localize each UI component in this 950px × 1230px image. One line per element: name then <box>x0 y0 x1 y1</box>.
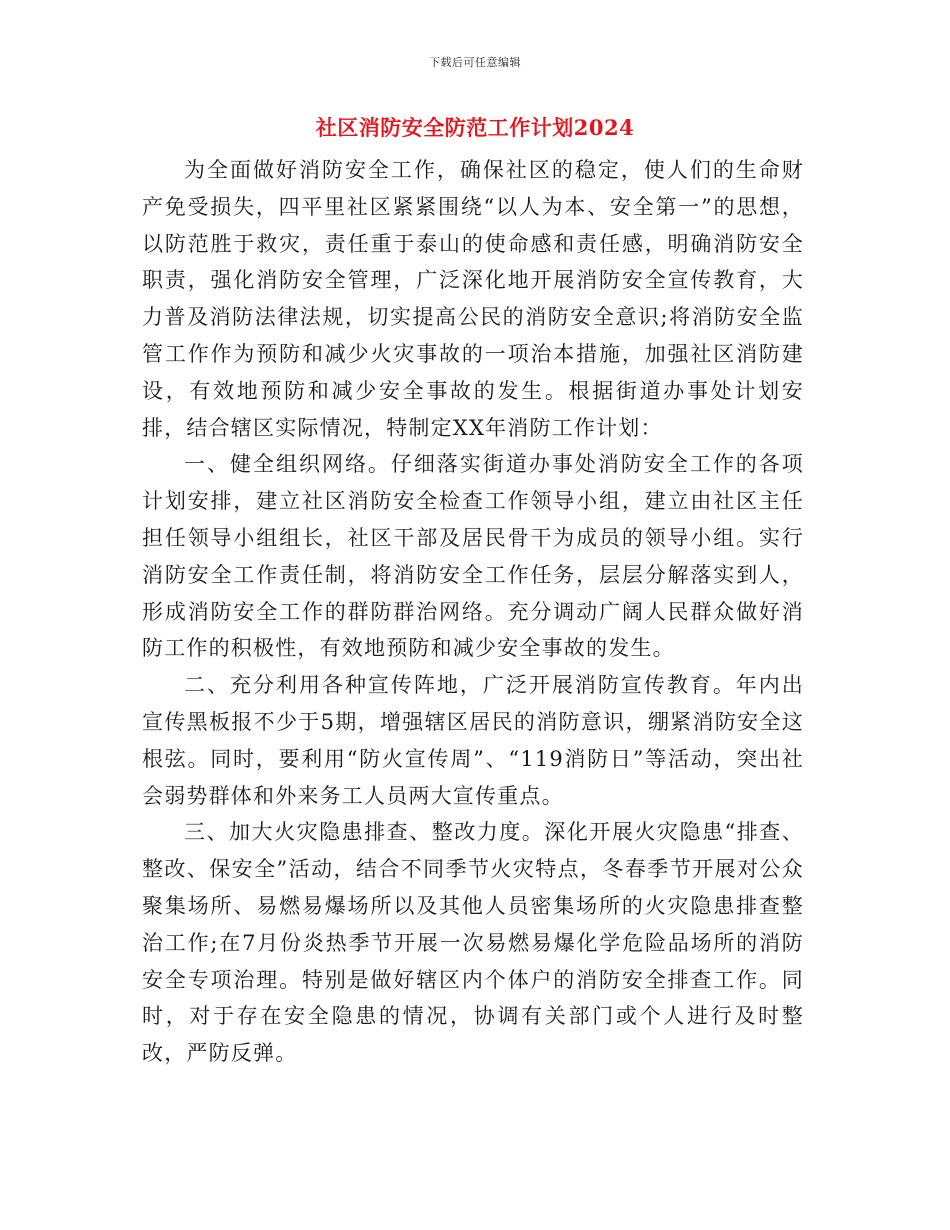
paragraph-section-1: 一、健全组织网络。仔细落实街道办事处消防安全工作的各项计划安排，建立社区消防安全检查工作领导小组，建立由社区主任担任领导小组组长，社区干部及居民骨干为成员的领导小组。实行消防安全工作责任制，将消防安全工作任务，层层分解落实到人，形成消防安全工作的群防群治网络。充分调动广阔人民群众做好消防工作的积极性，有效地预防和减少安全事故的发生。 <box>142 452 804 661</box>
paragraph-section-2: 二、充分利用各种宣传阵地，广泛开展消防宣传教育。年内出宣传黑板报不少于5期，增强辖区居民的消防意识，绷紧消防安全这根弦。同时，要利用“防火宣传周”、“119消防日”等活动，突出社会弱势群体和外来务工人员两大宣传重点。 <box>142 673 804 808</box>
paragraph-section-3: 三、加大火灾隐患排查、整改力度。深化开展火灾隐患“排查、整改、保安全”活动，结合不同季节火灾特点，冬春季节开展对公众聚集场所、易燃易爆场所以及其他人员密集场所的火灾隐患排查整治工作;在7月份炎热季节开展一次易燃易爆化学危险品场所的消防安全专项治理。特别是做好辖区内个体户的消防安全排查工作。同时，对于存在安全隐患的情况，协调有关部门或个人进行及时整改，严防反弹。 <box>142 820 804 1066</box>
document-title: 社区消防安全防范工作计划2024 <box>315 115 635 140</box>
header-note: 下载后可任意编辑 <box>429 56 521 69</box>
document-body <box>142 152 804 1072</box>
paragraph-intro: 为全面做好消防安全工作，确保社区的稳定，使人们的生命财产免受损失，四平里社区紧紧围绕“以人为本、安全第一”的思想，以防范胜于救灾，责任重于泰山的使命感和责任感，明确消防安全职责，强化消防安全管理，广泛深化地开展消防安全宣传教育，大力普及消防法律法规，切实提高公民的消防安全意识;将消防安全监管工作作为预防和减少火灾事故的一项治本措施，加强社区消防建设，有效地预防和减少安全事故的发生。根据街道办事处计划安排，结合辖区实际情况，特制定XX年消防工作计划： <box>142 158 804 440</box>
